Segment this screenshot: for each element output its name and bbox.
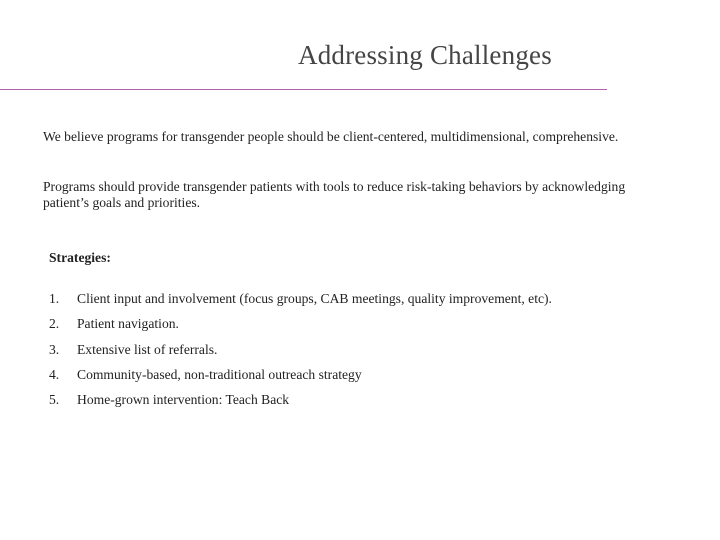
slide-title: Addressing Challenges	[298, 40, 552, 70]
strategy-item	[49, 367, 552, 392]
strategy-item	[49, 291, 552, 316]
strategy-number: 4.	[49, 366, 60, 382]
paragraph-tools: Programs should provide transgender patients with tools to reduce risk-taking behaviors by acknowledging patient’s goals and priorities.	[43, 179, 626, 210]
strategy-text: Client input and involvement (focus groups, CAB meetings, quality improvement, etc).	[77, 291, 552, 306]
strategy-item	[49, 392, 552, 417]
paragraph-client-centered: We believe programs for transgender people should be client-centered, multidimensional, comprehensive.	[43, 129, 619, 144]
strategy-list	[49, 291, 552, 417]
strategy-text: Extensive list of referrals.	[77, 341, 218, 357]
strategy-number: 2.	[49, 316, 60, 332]
strategy-text: Community-based, non-traditional outreach strategy	[77, 366, 362, 382]
strategy-item	[49, 316, 552, 341]
strategy-text: Patient navigation.	[77, 316, 179, 332]
strategy-number: 5.	[49, 392, 60, 408]
strategy-number: 1.	[49, 291, 60, 306]
title-divider	[0, 89, 607, 90]
strategy-number: 3.	[49, 341, 60, 357]
strategy-item	[49, 342, 552, 367]
strategies-heading: Strategies:	[49, 250, 111, 265]
strategy-text: Home-grown intervention: Teach Back	[77, 392, 290, 408]
